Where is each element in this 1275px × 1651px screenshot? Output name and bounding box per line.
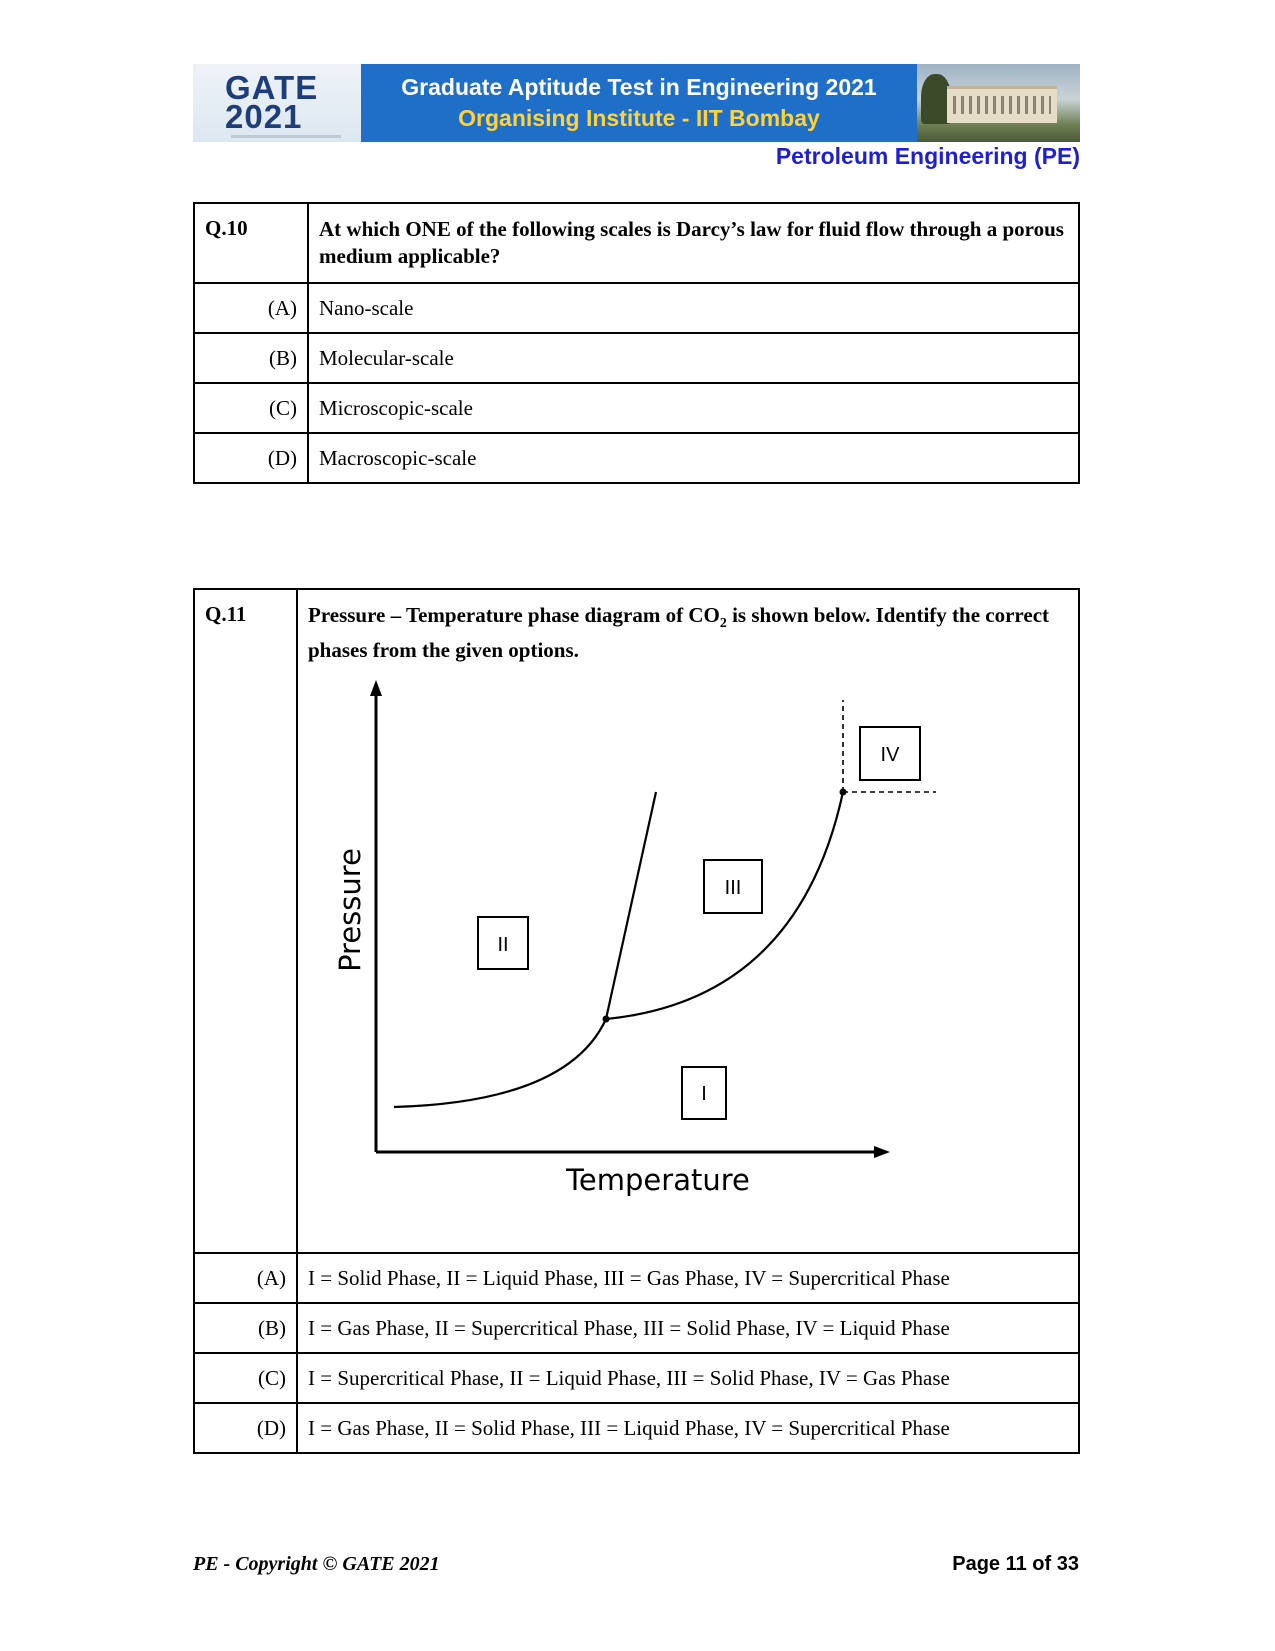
subject-title: Petroleum Engineering (PE) [775,143,1080,169]
question-11 [193,588,1080,1454]
option-label: (D) [194,433,308,483]
logo-text-gate: GATE [225,69,319,106]
option-row-c[interactable] [194,383,1079,433]
sublimation-curve [394,1019,606,1107]
option-label: (C) [194,383,308,433]
header-banner [361,64,917,142]
option-row-a[interactable] [194,1253,1079,1303]
gate-logo [193,64,361,142]
region-label-iii: III [724,877,742,900]
question-number: Q.11 [194,589,297,1253]
option-label: (A) [194,283,308,333]
option-text: I = Gas Phase, II = Supercritical Phase, III = Solid Phase, IV = Liquid Phase [297,1303,1079,1353]
question-text: Pressure – Temperature phase diagram of $CO_2$ is shown below. Identify the correct phases from the given options. II III I IV Pressure Temperature [297,589,1079,1253]
option-row-b[interactable] [194,1303,1079,1353]
triple-point [603,1016,610,1023]
phase-diagram [308,670,1068,1240]
option-label: (B) [194,1303,297,1353]
option-label: (A) [194,1253,297,1303]
option-label: (D) [194,1403,297,1453]
footer-copyright: PE - Copyright © GATE 2021 [193,1553,440,1575]
x-axis-label: Temperature [566,1163,750,1198]
footer-page-number: Page 11 of 33 [952,1553,1079,1575]
question-text: At which ONE of the following scales is Darcy’s law for fluid flow through a porous medium applicable? [308,203,1079,283]
option-row-c[interactable] [194,1353,1079,1403]
logo-text-year: 2021 [225,98,303,135]
question-number: Q.10 [194,203,308,283]
option-row-b[interactable] [194,333,1079,383]
x-axis-arrow-icon [874,1146,890,1158]
y-axis-label: Pressure [333,848,367,973]
melting-line [606,792,656,1019]
option-row-d[interactable] [194,433,1079,483]
option-text: I = Supercritical Phase, II = Liquid Phase, III = Solid Phase, IV = Gas Phase [297,1353,1079,1403]
organiser-line: Organising Institute - IIT Bombay [458,105,820,131]
phase-diagram-svg [308,670,1068,1240]
page-header [193,64,1080,142]
y-axis-arrow-icon [370,680,382,696]
region-label-i: I [701,1083,707,1106]
option-label: (C) [194,1353,297,1403]
option-text: Nano-scale [308,283,1079,333]
option-text: I = Gas Phase, II = Solid Phase, III = Liquid Phase, IV = Supercritical Phase [297,1403,1079,1453]
campus-photo [917,64,1080,142]
option-text: Molecular-scale [308,333,1079,383]
option-text: Microscopic-scale [308,383,1079,433]
option-text: Macroscopic-scale [308,433,1079,483]
option-row-a[interactable] [194,283,1079,333]
option-label: (B) [194,333,308,383]
question-10 [193,202,1080,484]
option-row-d[interactable] [194,1403,1079,1453]
region-label-ii: II [497,934,509,957]
exam-title: Graduate Aptitude Test in Engineering 2021 [401,74,877,100]
region-label-iv: IV [880,744,900,767]
option-text: I = Solid Phase, II = Liquid Phase, III = Gas Phase, IV = Supercritical Phase [297,1253,1079,1303]
